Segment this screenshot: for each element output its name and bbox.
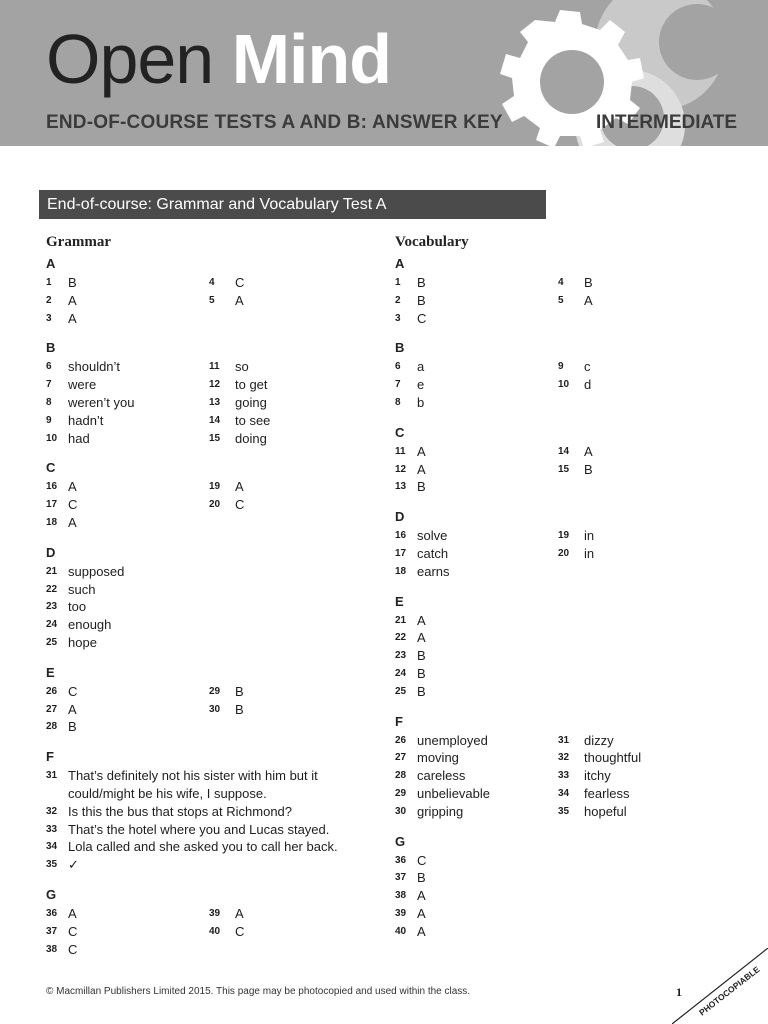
answer-text: B bbox=[235, 683, 244, 699]
answer-text: B bbox=[417, 665, 426, 681]
answer-number: 24 bbox=[395, 667, 407, 679]
answer-text: too bbox=[68, 599, 87, 615]
answer-row bbox=[395, 461, 725, 479]
answer-row bbox=[395, 869, 725, 887]
answer-row bbox=[46, 430, 376, 448]
answer-number: 3 bbox=[46, 312, 52, 324]
answer-number: 14 bbox=[209, 414, 221, 426]
answer-row bbox=[46, 496, 376, 514]
answer-text: A bbox=[417, 461, 426, 477]
answer-text: fearless bbox=[584, 785, 630, 801]
answer-row bbox=[46, 616, 376, 634]
answer-text: A bbox=[417, 630, 426, 646]
answer-text: weren’t you bbox=[68, 394, 135, 410]
answer-text: C bbox=[417, 852, 427, 868]
answer-number: 37 bbox=[46, 925, 58, 937]
answer-text: such bbox=[68, 581, 96, 597]
answer-rows bbox=[46, 683, 376, 736]
vocabulary-title: Vocabulary bbox=[395, 234, 469, 250]
answer-number: 34 bbox=[46, 841, 58, 853]
answer-row bbox=[46, 581, 376, 599]
vocabulary-column bbox=[395, 234, 725, 952]
answer-number: 23 bbox=[46, 601, 58, 613]
page-subtitle: END-OF-COURSE TESTS A AND B: ANSWER KEY bbox=[46, 112, 503, 133]
answer-number: 36 bbox=[395, 854, 407, 866]
answer-number: 29 bbox=[395, 787, 407, 799]
answer-row bbox=[395, 527, 725, 545]
answer-rows bbox=[395, 732, 725, 821]
answer-text: catch bbox=[417, 545, 449, 561]
answer-number: 34 bbox=[558, 787, 570, 799]
answer-number: 24 bbox=[46, 619, 58, 631]
answer-text: were bbox=[68, 377, 97, 393]
answer-text: A bbox=[417, 923, 426, 939]
answer-number: 1 bbox=[395, 277, 401, 288]
page-header bbox=[0, 0, 768, 146]
section-letter: G bbox=[46, 886, 57, 902]
answer-row bbox=[395, 732, 725, 750]
answer-rows bbox=[46, 358, 376, 447]
section-letter: B bbox=[46, 340, 56, 356]
answer-text: unemployed bbox=[417, 732, 488, 748]
answer-number: 11 bbox=[209, 361, 220, 373]
answer-number: 8 bbox=[395, 396, 401, 408]
answer-row bbox=[46, 821, 376, 839]
answer-number: 22 bbox=[395, 632, 407, 644]
answer-row bbox=[395, 563, 725, 581]
answer-text: That’s definitely not his sister with him but it bbox=[68, 768, 318, 784]
answer-rows bbox=[46, 478, 376, 531]
answer-text: B bbox=[68, 719, 77, 735]
answer-number: 35 bbox=[46, 859, 58, 871]
answer-row bbox=[395, 749, 725, 767]
answer-row bbox=[395, 852, 725, 870]
answer-text: Lola called and she asked you to call her back. bbox=[68, 839, 338, 855]
answer-number: 33 bbox=[46, 823, 58, 835]
answer-text: A bbox=[235, 292, 244, 308]
section-letter: C bbox=[395, 424, 405, 440]
answer-row bbox=[46, 683, 376, 701]
answer-text: C bbox=[68, 941, 78, 957]
answer-row bbox=[46, 701, 376, 719]
answer-row bbox=[395, 443, 725, 461]
answer-number: 5 bbox=[558, 294, 564, 306]
answer-row bbox=[46, 310, 376, 328]
answer-number: 39 bbox=[209, 907, 221, 919]
answer-row bbox=[46, 718, 376, 736]
answer-text: Is this the bus that stops at Richmond? bbox=[68, 803, 293, 819]
answer-text: C bbox=[68, 497, 78, 513]
answer-text: B bbox=[417, 683, 426, 699]
answer-text: A bbox=[68, 479, 77, 495]
answer-rows bbox=[395, 274, 725, 327]
answer-number: 2 bbox=[395, 294, 401, 306]
answer-rows bbox=[395, 443, 725, 496]
answer-number: 32 bbox=[558, 752, 570, 764]
answer-text: B bbox=[584, 461, 593, 477]
answer-number: 9 bbox=[558, 361, 564, 373]
photocopiable-label: PHOTOCOPIABLE bbox=[697, 964, 762, 1018]
answer-row bbox=[46, 514, 376, 532]
answer-text: A bbox=[417, 443, 426, 459]
answer-text: to get bbox=[235, 377, 268, 393]
answer-number: 23 bbox=[395, 650, 407, 662]
answer-number: 20 bbox=[558, 547, 570, 559]
answer-text-continued: could/might be his wife, I suppose. bbox=[68, 785, 267, 801]
answer-text: in bbox=[584, 545, 595, 561]
answer-number: 28 bbox=[395, 770, 407, 782]
answer-text: That’s the hotel where you and Lucas stayed. bbox=[68, 821, 330, 837]
vocabulary-section-e bbox=[395, 592, 725, 701]
answer-number: 30 bbox=[209, 703, 221, 715]
answer-number: 38 bbox=[46, 943, 58, 955]
section-letter: F bbox=[46, 749, 54, 765]
answer-number: 10 bbox=[46, 432, 58, 444]
answer-rows bbox=[46, 905, 376, 958]
answer-row bbox=[46, 598, 376, 616]
answer-text: b bbox=[417, 394, 425, 410]
answer-row bbox=[46, 274, 376, 292]
answer-number: 3 bbox=[395, 312, 401, 324]
answer-row bbox=[395, 683, 725, 701]
answer-row bbox=[46, 478, 376, 496]
answer-row bbox=[395, 785, 725, 803]
answer-row bbox=[46, 803, 376, 821]
answer-number: 17 bbox=[46, 499, 58, 511]
vocabulary-section-a bbox=[395, 254, 725, 327]
answer-number: 33 bbox=[558, 770, 570, 782]
answer-text: unbelievable bbox=[417, 785, 491, 801]
answer-row bbox=[395, 478, 725, 496]
answer-text: A bbox=[235, 479, 244, 495]
answer-text: A bbox=[68, 905, 77, 921]
section-letter: D bbox=[46, 544, 56, 560]
answer-number: 6 bbox=[46, 361, 52, 373]
answer-text: c bbox=[584, 359, 591, 375]
answer-text: so bbox=[235, 359, 249, 375]
grammar-title: Grammar bbox=[46, 234, 111, 250]
answer-row bbox=[46, 634, 376, 652]
answer-text: thoughtful bbox=[584, 750, 642, 766]
answer-text: A bbox=[235, 905, 244, 921]
answer-text: hadn’t bbox=[68, 412, 104, 428]
answer-rows bbox=[46, 767, 376, 874]
answer-number: 29 bbox=[209, 685, 221, 697]
answer-number: 28 bbox=[46, 721, 58, 733]
answer-number: 25 bbox=[395, 685, 407, 697]
answer-text: moving bbox=[417, 750, 459, 766]
photocopiable-tab bbox=[672, 948, 768, 1024]
answer-number: 22 bbox=[46, 583, 58, 595]
answer-text: C bbox=[235, 923, 245, 939]
section-letter: A bbox=[46, 256, 56, 271]
answer-row bbox=[46, 923, 376, 941]
answer-row bbox=[395, 665, 725, 683]
grammar-section-d bbox=[46, 543, 376, 652]
grammar-section-b bbox=[46, 338, 376, 447]
answer-row bbox=[395, 376, 725, 394]
answer-text: A bbox=[417, 905, 426, 921]
section-letter: F bbox=[395, 713, 403, 729]
answer-row bbox=[395, 310, 725, 328]
vocabulary-section-f bbox=[395, 712, 725, 821]
answer-number: 35 bbox=[558, 805, 570, 817]
answer-text: A bbox=[68, 292, 77, 308]
answer-text: in bbox=[584, 528, 595, 544]
answer-rows bbox=[46, 274, 376, 327]
answer-number: 4 bbox=[558, 277, 564, 288]
vocabulary-section-c bbox=[395, 423, 725, 496]
grammar-section-g bbox=[46, 885, 376, 958]
answer-rows bbox=[395, 527, 725, 580]
answer-number: 32 bbox=[46, 805, 58, 817]
answer-row bbox=[395, 803, 725, 821]
answer-text: B bbox=[417, 648, 426, 664]
answer-number: 13 bbox=[209, 396, 221, 408]
answer-text: itchy bbox=[584, 768, 611, 784]
answer-text: A bbox=[68, 514, 77, 530]
answer-row bbox=[395, 394, 725, 412]
answer-number: 8 bbox=[46, 396, 52, 408]
section-letter: B bbox=[395, 340, 405, 356]
answer-text: earns bbox=[417, 563, 450, 579]
answer-row bbox=[46, 905, 376, 923]
brand-light: Open bbox=[46, 20, 214, 98]
section-title-bar: End-of-course: Grammar and Vocabulary Test A bbox=[39, 190, 546, 219]
answer-text: A bbox=[417, 888, 426, 904]
answer-number: 19 bbox=[209, 481, 221, 493]
answer-number: 10 bbox=[558, 379, 570, 391]
answer-row bbox=[46, 394, 376, 412]
answer-text: careless bbox=[417, 768, 466, 784]
answer-row bbox=[395, 358, 725, 376]
answer-row bbox=[395, 887, 725, 905]
answer-text: hopeful bbox=[584, 803, 627, 819]
answer-text: e bbox=[417, 377, 425, 393]
answer-row bbox=[395, 274, 725, 292]
answer-text: enough bbox=[68, 617, 112, 633]
answer-text: B bbox=[584, 275, 593, 290]
answer-row bbox=[395, 629, 725, 647]
answer-number: 39 bbox=[395, 907, 407, 919]
answer-text: to see bbox=[235, 412, 271, 428]
grammar-section-a bbox=[46, 254, 376, 327]
section-letter: C bbox=[46, 460, 56, 476]
answer-text: A bbox=[68, 701, 77, 717]
answer-text: shouldn’t bbox=[68, 359, 121, 375]
answer-number: 27 bbox=[395, 752, 407, 764]
answer-text: C bbox=[417, 310, 427, 326]
answer-row bbox=[395, 923, 725, 941]
answer-number: 27 bbox=[46, 703, 58, 715]
grammar-section-f bbox=[46, 747, 376, 874]
section-letter: E bbox=[46, 664, 55, 680]
section-letter: A bbox=[395, 256, 405, 271]
answer-text: doing bbox=[235, 430, 267, 446]
answer-number: 37 bbox=[395, 872, 407, 884]
answer-number: 38 bbox=[395, 890, 407, 902]
answer-text: B bbox=[417, 870, 426, 886]
answer-number: 31 bbox=[46, 770, 58, 782]
answer-number: 11 bbox=[395, 445, 406, 457]
answer-text: C bbox=[68, 923, 78, 939]
answer-text: A bbox=[584, 292, 593, 308]
answer-row bbox=[395, 545, 725, 563]
answer-text: A bbox=[417, 612, 426, 628]
answer-number: 13 bbox=[395, 481, 407, 493]
answer-number: 18 bbox=[395, 565, 407, 577]
answer-number: 16 bbox=[395, 530, 407, 542]
answer-text: A bbox=[68, 310, 77, 326]
answer-number: 15 bbox=[209, 432, 221, 444]
answer-row bbox=[46, 856, 376, 874]
level-label: INTERMEDIATE bbox=[596, 112, 738, 133]
answer-text: going bbox=[235, 394, 267, 410]
answer-rows bbox=[46, 563, 376, 652]
answer-number: 1 bbox=[46, 277, 52, 288]
answer-number: 2 bbox=[46, 294, 52, 306]
answer-row bbox=[395, 767, 725, 785]
answer-row bbox=[46, 358, 376, 376]
vocabulary-sections bbox=[395, 254, 725, 941]
answer-number: 26 bbox=[395, 734, 407, 746]
answer-text: B bbox=[417, 275, 426, 290]
answer-number: 12 bbox=[395, 463, 407, 475]
answer-number: 21 bbox=[46, 565, 58, 577]
answer-row bbox=[395, 647, 725, 665]
grammar-section-e bbox=[46, 663, 376, 736]
page-number: 1 bbox=[676, 985, 682, 999]
answer-text: B bbox=[417, 479, 426, 495]
grammar-sections bbox=[46, 254, 376, 958]
answer-row bbox=[395, 612, 725, 630]
section-letter: G bbox=[395, 833, 406, 849]
answer-number: 9 bbox=[46, 414, 52, 426]
copyright-notice: © Macmillan Publishers Limited 2015. This page may be photocopied and used within the class. bbox=[46, 986, 471, 997]
vocabulary-section-g bbox=[395, 832, 725, 941]
answer-text: gripping bbox=[417, 803, 464, 819]
answer-text: d bbox=[584, 377, 592, 393]
answer-row bbox=[46, 292, 376, 310]
section-letter: E bbox=[395, 593, 404, 609]
answer-number: 25 bbox=[46, 636, 58, 648]
answer-number: 19 bbox=[558, 530, 570, 542]
answer-number: 40 bbox=[395, 925, 407, 937]
answer-text: solve bbox=[417, 528, 448, 544]
answer-text: supposed bbox=[68, 563, 125, 579]
answer-text: hope bbox=[68, 634, 97, 650]
answer-number: 30 bbox=[395, 805, 407, 817]
answer-row bbox=[46, 767, 376, 803]
answer-row bbox=[46, 412, 376, 430]
answer-text: C bbox=[235, 497, 245, 513]
answer-row bbox=[46, 563, 376, 581]
answer-text: ✓ bbox=[68, 857, 79, 873]
answer-number: 21 bbox=[395, 614, 407, 626]
answer-text: a bbox=[417, 359, 425, 375]
answer-text: dizzy bbox=[584, 732, 614, 748]
answer-text: had bbox=[68, 430, 90, 446]
answer-number: 26 bbox=[46, 685, 58, 697]
answer-text: B bbox=[235, 701, 244, 717]
grammar-column bbox=[46, 234, 376, 969]
answer-number: 14 bbox=[558, 445, 570, 457]
vocabulary-section-d bbox=[395, 507, 725, 580]
answer-number: 31 bbox=[558, 734, 570, 746]
answer-number: 18 bbox=[46, 516, 58, 528]
answer-number: 4 bbox=[209, 277, 215, 288]
answer-number: 20 bbox=[209, 499, 221, 511]
answer-number: 15 bbox=[558, 463, 570, 475]
answer-number: 12 bbox=[209, 379, 221, 391]
answer-rows bbox=[395, 358, 725, 411]
vocabulary-section-b bbox=[395, 338, 725, 411]
answer-number: 6 bbox=[395, 361, 401, 373]
answer-rows bbox=[395, 612, 725, 701]
answer-number: 7 bbox=[46, 379, 52, 391]
answer-text: C bbox=[235, 275, 245, 290]
section-letter: D bbox=[395, 509, 405, 525]
answer-number: 16 bbox=[46, 481, 58, 493]
answer-text: A bbox=[584, 443, 593, 459]
answer-row bbox=[46, 838, 376, 856]
answer-row bbox=[46, 376, 376, 394]
answer-row bbox=[395, 905, 725, 923]
answer-number: 17 bbox=[395, 547, 407, 559]
answer-number: 40 bbox=[209, 925, 221, 937]
answer-number: 36 bbox=[46, 907, 58, 919]
answer-text: B bbox=[68, 275, 77, 290]
brand-bold: Mind bbox=[231, 20, 391, 98]
answer-text: C bbox=[68, 683, 78, 699]
answer-number: 5 bbox=[209, 294, 215, 306]
answer-row bbox=[395, 292, 725, 310]
answer-rows bbox=[395, 852, 725, 941]
answer-number: 7 bbox=[395, 379, 401, 391]
brand-logo bbox=[46, 20, 391, 98]
answer-text: B bbox=[417, 292, 426, 308]
answer-row bbox=[46, 941, 376, 959]
grammar-section-c bbox=[46, 458, 376, 531]
